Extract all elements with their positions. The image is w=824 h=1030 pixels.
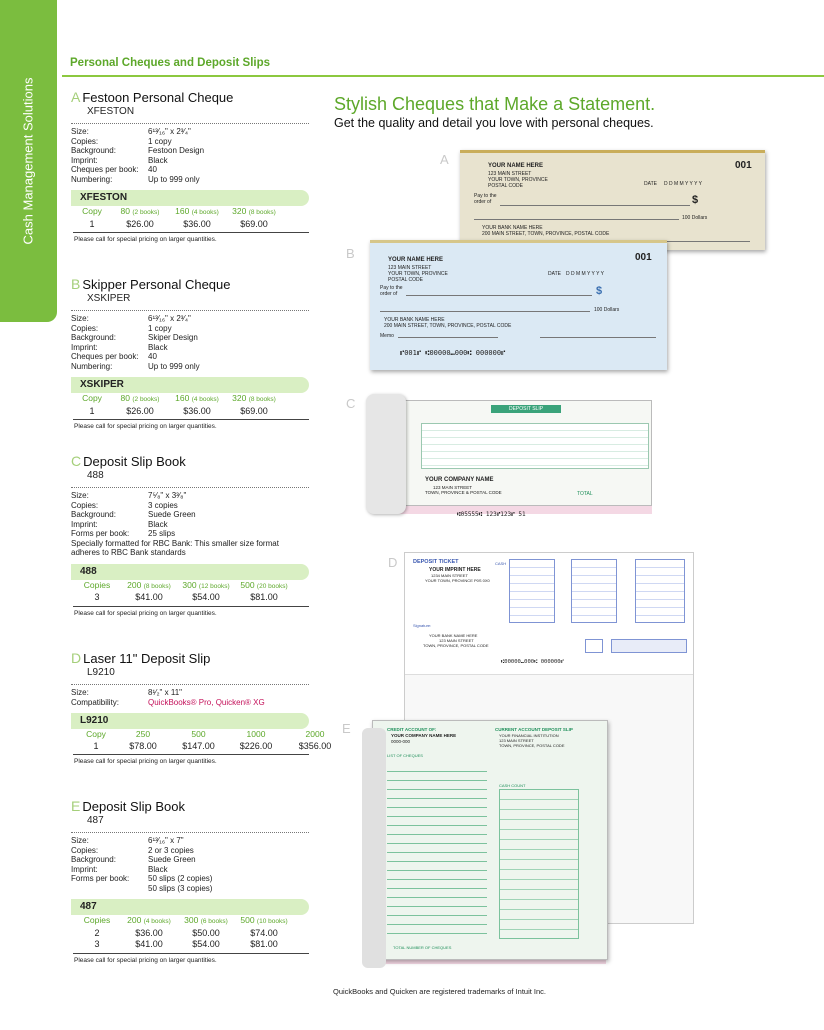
cheque-b-memo: Memo — [380, 333, 394, 339]
cheque-a-name: YOUR NAME HERE — [488, 163, 544, 169]
cheque-a-dollars-label: 100 Dollars — [682, 215, 708, 221]
slip-e-company: YOUR COMPANY NAME HERE — [391, 733, 457, 738]
price-header: 200 (4 books) — [127, 915, 171, 925]
spec-label: Copies: — [71, 845, 99, 855]
price-header: 1000 — [246, 729, 266, 739]
price-cell: $81.00 — [250, 939, 278, 949]
spec-value: 1 copy — [148, 136, 172, 146]
cheque-a-dollar: $ — [692, 194, 699, 206]
price-header: 500 (10 books) — [240, 915, 288, 925]
price-cell: $36.00 — [183, 405, 211, 416]
spec-value: 1 copy — [148, 323, 172, 333]
price-header: 250 — [135, 729, 151, 739]
spec-value: 3 copies — [148, 500, 178, 510]
spec-note: Specially formatted for RBC Bank: This smaller size format — [71, 538, 279, 548]
cheque-a-address2: YOUR TOWN, PROVINCE — [488, 177, 548, 183]
slip-e-address1: 123 MAIN STREET — [499, 738, 534, 743]
product-code: 488 — [87, 470, 104, 481]
spec-label: Size: — [71, 127, 89, 136]
spec-label: Size: — [71, 836, 89, 845]
price-cell: $50.00 — [192, 927, 220, 938]
spec-row — [71, 688, 309, 698]
price-table — [71, 899, 309, 954]
spec-row — [71, 175, 309, 185]
price-cell: $36.00 — [183, 218, 211, 229]
price-cell: $147.00 — [182, 740, 215, 751]
spec-value: 25 slips — [148, 529, 176, 538]
spec-value: Up to 999 only — [148, 174, 200, 184]
cheque-b-pay-label: Pay to the order of — [380, 285, 403, 297]
slip-d-bank1: YOUR BANK NAME HERE — [429, 633, 478, 638]
price-header: 160 (4 books) — [175, 206, 219, 216]
cheque-b-bank1: YOUR BANK NAME HERE — [384, 317, 445, 323]
spec-label: Background: — [71, 333, 116, 342]
price-cell: $81.00 — [250, 592, 278, 602]
slip-d-address1: 1234 MAIN STREET — [431, 573, 468, 578]
pricing-note: Please call for special pricing on larger quantities. — [74, 758, 217, 765]
price-table — [71, 713, 332, 755]
spec-value: Black — [148, 342, 168, 352]
cheque-b-micr: ⑈001⑈ ⑆00000⑉000⑆ 000000⑈ — [400, 349, 506, 357]
spec-row — [71, 874, 309, 884]
cheque-b-dollars-label: 100 Dollars — [594, 307, 620, 313]
spec-row — [71, 362, 309, 372]
cheque-b-address2: YOUR TOWN, PROVINCE — [388, 271, 448, 277]
spec-row — [71, 855, 309, 865]
price-header: 500 — [191, 729, 206, 739]
spec-row — [71, 352, 309, 362]
pricing-note: Please call for special pricing on larger quantities. — [74, 236, 217, 243]
cheque-b-date-label: DATE — [548, 271, 561, 277]
price-header: Copy — [86, 729, 106, 739]
product-title: E Deposit Slip Book — [71, 798, 185, 814]
spec-value: Skiper Design — [148, 333, 198, 342]
spec-value: Black — [148, 864, 168, 874]
slip-d-address2: YOUR TOWN, PROVINCE P0S 0X0 — [425, 578, 490, 583]
spec-label: Forms per book: — [71, 529, 130, 538]
spec-label: Background: — [71, 855, 116, 864]
spec-row — [71, 314, 309, 324]
product-xfeston — [71, 89, 309, 243]
spec-row — [71, 501, 309, 511]
price-cell: $74.00 — [250, 927, 278, 938]
price-cell: 1 — [93, 740, 99, 751]
slip-d-signature: Signature: — [413, 623, 432, 628]
pricing-note: Please call for special pricing on larger quantities. — [74, 423, 217, 430]
spec-value: 2 or 3 copies — [148, 845, 194, 855]
spec-value: 7⁵⁄₈" x 3³⁄₈" — [148, 491, 187, 500]
price-code: XFESTON — [71, 190, 309, 206]
spec-label: Background: — [71, 146, 116, 155]
figure-c-letter: C — [346, 396, 356, 411]
figure-a-cheque — [460, 150, 765, 250]
cheque-b-name: YOUR NAME HERE — [388, 257, 444, 263]
pricing-note: Please call for special pricing on larger quantities. — [74, 609, 217, 617]
product-specs — [71, 832, 309, 893]
spec-value: Up to 999 only — [148, 361, 200, 371]
product-specs — [71, 487, 309, 558]
product-488 — [71, 453, 309, 617]
main-title: Stylish Cheques that Make a Statement. — [334, 94, 656, 114]
spec-row — [71, 698, 309, 708]
product-487 — [71, 798, 309, 964]
price-header: Copies — [83, 915, 111, 925]
price-cell: 2 — [94, 927, 100, 938]
price-cell: $69.00 — [240, 218, 268, 229]
spec-label: Size: — [71, 314, 89, 323]
slip-e-cheques: LIST OF CHEQUES — [387, 753, 423, 758]
spec-label: Imprint: — [71, 519, 98, 529]
slip-d-title: DEPOSIT TICKET — [413, 559, 459, 565]
product-title: A Festoon Personal Cheque — [71, 89, 234, 105]
product-specs — [71, 310, 309, 371]
slip-c-micr: ⑆05555⑆ 123⑈123⑈ 51 — [457, 511, 526, 518]
slip-c-title: DEPOSIT SLIP — [491, 405, 561, 413]
price-header: 160 (4 books) — [175, 393, 219, 403]
price-cell: 1 — [89, 218, 95, 229]
spec-label: Forms per book: — [71, 874, 130, 883]
price-table — [71, 564, 309, 607]
top-rule — [62, 75, 824, 77]
figure-b-letter: B — [346, 246, 355, 261]
price-header: 320 (8 books) — [232, 393, 276, 403]
spec-row — [71, 865, 309, 875]
price-cell: $41.00 — [135, 939, 163, 949]
slip-c-address2: TOWN, PROVINCE & POSTAL CODE — [425, 490, 502, 495]
cheque-b-date-format: D D M M Y Y Y Y — [566, 271, 604, 277]
spec-label: Compatibility: — [71, 697, 120, 707]
product-letter: A — [71, 89, 81, 105]
slip-d-cash: CASH — [495, 561, 507, 566]
spec-value: 40 — [148, 352, 157, 361]
spec-value: Suede Green — [148, 510, 196, 519]
slip-e-credit: CREDIT ACCOUNT OF: — [387, 727, 437, 732]
cheque-a-bank1: YOUR BANK NAME HERE — [482, 225, 543, 231]
spec-label: Copies: — [71, 323, 99, 333]
price-header: Copy — [82, 393, 102, 403]
spec-label: Background: — [71, 510, 116, 519]
spec-row — [71, 146, 309, 156]
price-cell: 1 — [89, 405, 95, 416]
price-header: 200 (8 books) — [127, 579, 171, 590]
spec-row — [71, 156, 309, 166]
spec-value: 40 — [148, 165, 157, 174]
cheque-a-address3: POSTAL CODE — [488, 183, 524, 189]
spec-label: Imprint: — [71, 155, 98, 165]
price-cell: $26.00 — [126, 218, 154, 229]
slip-d-imprint: YOUR IMPRINT HERE — [429, 567, 481, 573]
cheque-b-bank2: 200 MAIN STREET, TOWN, PROVINCE, POSTAL CODE — [384, 323, 512, 329]
cheque-b-number: 001 — [635, 252, 652, 263]
price-code: L9210 — [71, 713, 309, 729]
price-header: 500 (20 books) — [240, 579, 288, 590]
figure-b-cheque — [370, 240, 667, 370]
cheque-b-dollar: $ — [596, 285, 603, 297]
product-xskiper — [71, 276, 309, 430]
spec-row — [71, 137, 309, 147]
price-cell: $36.00 — [135, 927, 163, 938]
spec-row — [71, 529, 309, 539]
spec-label: Cheques per book: — [71, 352, 139, 361]
spec-row — [71, 343, 309, 353]
slip-e-total-cheques: TOTAL NUMBER OF CHEQUES — [393, 945, 452, 950]
spec-row — [71, 333, 309, 343]
pricing-note: Please call for special pricing on larger quantities. — [74, 956, 217, 964]
spec-value: Festoon Design — [148, 146, 205, 155]
page-heading: Personal Cheques and Deposit Slips — [70, 57, 271, 69]
cheque-a-address1: 123 MAIN STREET — [488, 171, 532, 177]
spec-row — [71, 520, 309, 530]
product-specs — [71, 684, 309, 707]
spec-row — [71, 324, 309, 334]
price-cell: $54.00 — [192, 939, 220, 949]
product-title: D Laser 11" Deposit Slip — [71, 650, 211, 666]
spec-value: Suede Green — [148, 855, 196, 864]
product-specs — [71, 123, 309, 184]
cheque-a-bank2: 200 MAIN STREET, TOWN, PROVINCE, POSTAL CODE — [482, 231, 610, 237]
slip-d-micr: ⑆00000⑉000⑆ 000000⑈ — [501, 659, 564, 665]
price-header: Copy — [82, 206, 102, 216]
main-subtitle: Get the quality and detail you love with personal cheques. — [334, 116, 654, 130]
price-header: 80 (2 books) — [120, 393, 160, 403]
spec-row — [71, 884, 309, 894]
slip-e-title: CURRENT ACCOUNT DEPOSIT SLIP — [495, 727, 573, 732]
slip-c-company: YOUR COMPANY NAME — [425, 477, 494, 483]
spec-label: Numbering: — [71, 174, 113, 184]
spec-row — [71, 491, 309, 501]
price-cell: 3 — [94, 592, 100, 602]
figure-e-deposit-book — [362, 720, 610, 968]
spec-value: 50 slips (3 copies) — [148, 883, 213, 893]
price-cell: $78.00 — [129, 740, 157, 751]
slip-c-total: TOTAL — [577, 491, 593, 497]
price-cell: $26.00 — [126, 405, 154, 416]
side-tab — [0, 0, 57, 322]
spec-value: Black — [148, 519, 168, 529]
price-header: 300 (12 books) — [182, 579, 230, 590]
price-code: 487 — [71, 899, 309, 915]
figure-a-letter: A — [440, 152, 449, 167]
slip-e-bank: YOUR FINANCIAL INSTITUTION — [499, 733, 559, 738]
spec-value: 6¹³⁄₁₆" x 2³⁄₄" — [148, 127, 191, 136]
price-table — [71, 190, 309, 233]
product-letter: E — [71, 798, 81, 814]
product-code: XFESTON — [87, 106, 135, 117]
cheque-a-date-format: D D M M Y Y Y Y — [664, 181, 702, 187]
slip-e-cash-count: CASH COUNT — [499, 783, 526, 788]
side-tab-label: Cash Management Solutions — [20, 77, 36, 245]
product-letter: C — [71, 453, 82, 469]
slip-d-bank3: TOWN, PROVINCE, POSTAL CODE — [423, 643, 489, 648]
spec-label: Size: — [71, 491, 89, 500]
price-cell: $69.00 — [240, 405, 268, 416]
product-l9210 — [71, 650, 332, 765]
price-table — [71, 377, 309, 420]
cheque-a-number: 001 — [735, 160, 752, 171]
spec-label: Copies: — [71, 136, 99, 146]
spec-row — [71, 165, 309, 175]
product-letter: D — [71, 650, 82, 666]
price-cell: $41.00 — [135, 592, 163, 602]
spec-label: Size: — [71, 688, 89, 697]
product-code: 487 — [87, 815, 104, 826]
spec-label: Imprint: — [71, 864, 98, 874]
slip-e-account: 0000-000 — [391, 739, 411, 744]
spec-label: Copies: — [71, 500, 99, 510]
product-code: L9210 — [87, 667, 115, 678]
trademark-note: QuickBooks and Quicken are registered trademarks of Intuit Inc. — [333, 987, 547, 996]
spec-value: 8¹⁄₂" x 11" — [148, 688, 182, 697]
spec-label — [71, 884, 148, 894]
spec-label: Imprint: — [71, 342, 98, 352]
spec-value: QuickBooks® Pro, Quicken® XG — [148, 697, 265, 707]
slip-d-bank2: 123 MAIN STREET — [439, 638, 474, 643]
cheque-b-address1: 123 MAIN STREET — [388, 265, 432, 271]
spec-row — [71, 846, 309, 856]
spec-row — [71, 510, 309, 520]
spec-row — [71, 127, 309, 137]
spec-value: Black — [148, 155, 168, 165]
spec-value: 6¹³⁄₁₆" x 7" — [148, 836, 184, 845]
spec-label: Numbering: — [71, 361, 113, 371]
figure-e-letter: E — [342, 721, 351, 736]
product-title: B Skipper Personal Cheque — [71, 276, 231, 292]
slip-c-address1: 123 MAIN STREET — [433, 485, 473, 490]
spec-label: Cheques per book: — [71, 165, 139, 174]
price-code: 488 — [71, 564, 309, 580]
spec-row — [71, 836, 309, 846]
price-header: 300 (6 books) — [184, 915, 228, 925]
price-cell: $226.00 — [239, 740, 273, 751]
product-title: C Deposit Slip Book — [71, 453, 186, 469]
spec-value: 6¹³⁄₁₆" x 2³⁄₄" — [148, 314, 191, 323]
cheque-b-address3: POSTAL CODE — [388, 277, 424, 283]
product-letter: B — [71, 276, 81, 292]
price-header: 80 (2 books) — [120, 206, 160, 216]
price-cell: 3 — [94, 939, 100, 949]
price-header: 320 (8 books) — [232, 206, 276, 216]
price-cell: $54.00 — [192, 592, 220, 602]
price-header: Copies — [83, 579, 111, 590]
figure-c-deposit-book — [364, 392, 654, 520]
figure-d-letter: D — [388, 555, 398, 570]
spec-note: adheres to RBC Bank standards — [71, 548, 186, 557]
spec-value: 50 slips (2 copies) — [148, 874, 213, 883]
price-code: XSKIPER — [71, 377, 309, 393]
product-code: XSKIPER — [87, 293, 131, 304]
cheque-a-date-label: DATE — [644, 181, 657, 187]
price-header: 2000 — [305, 729, 325, 739]
slip-e-address2: TOWN, PROVINCE, POSTAL CODE — [499, 743, 565, 748]
price-cell: $356.00 — [298, 740, 332, 751]
cheque-a-pay-label: Pay to the order of — [474, 193, 497, 205]
